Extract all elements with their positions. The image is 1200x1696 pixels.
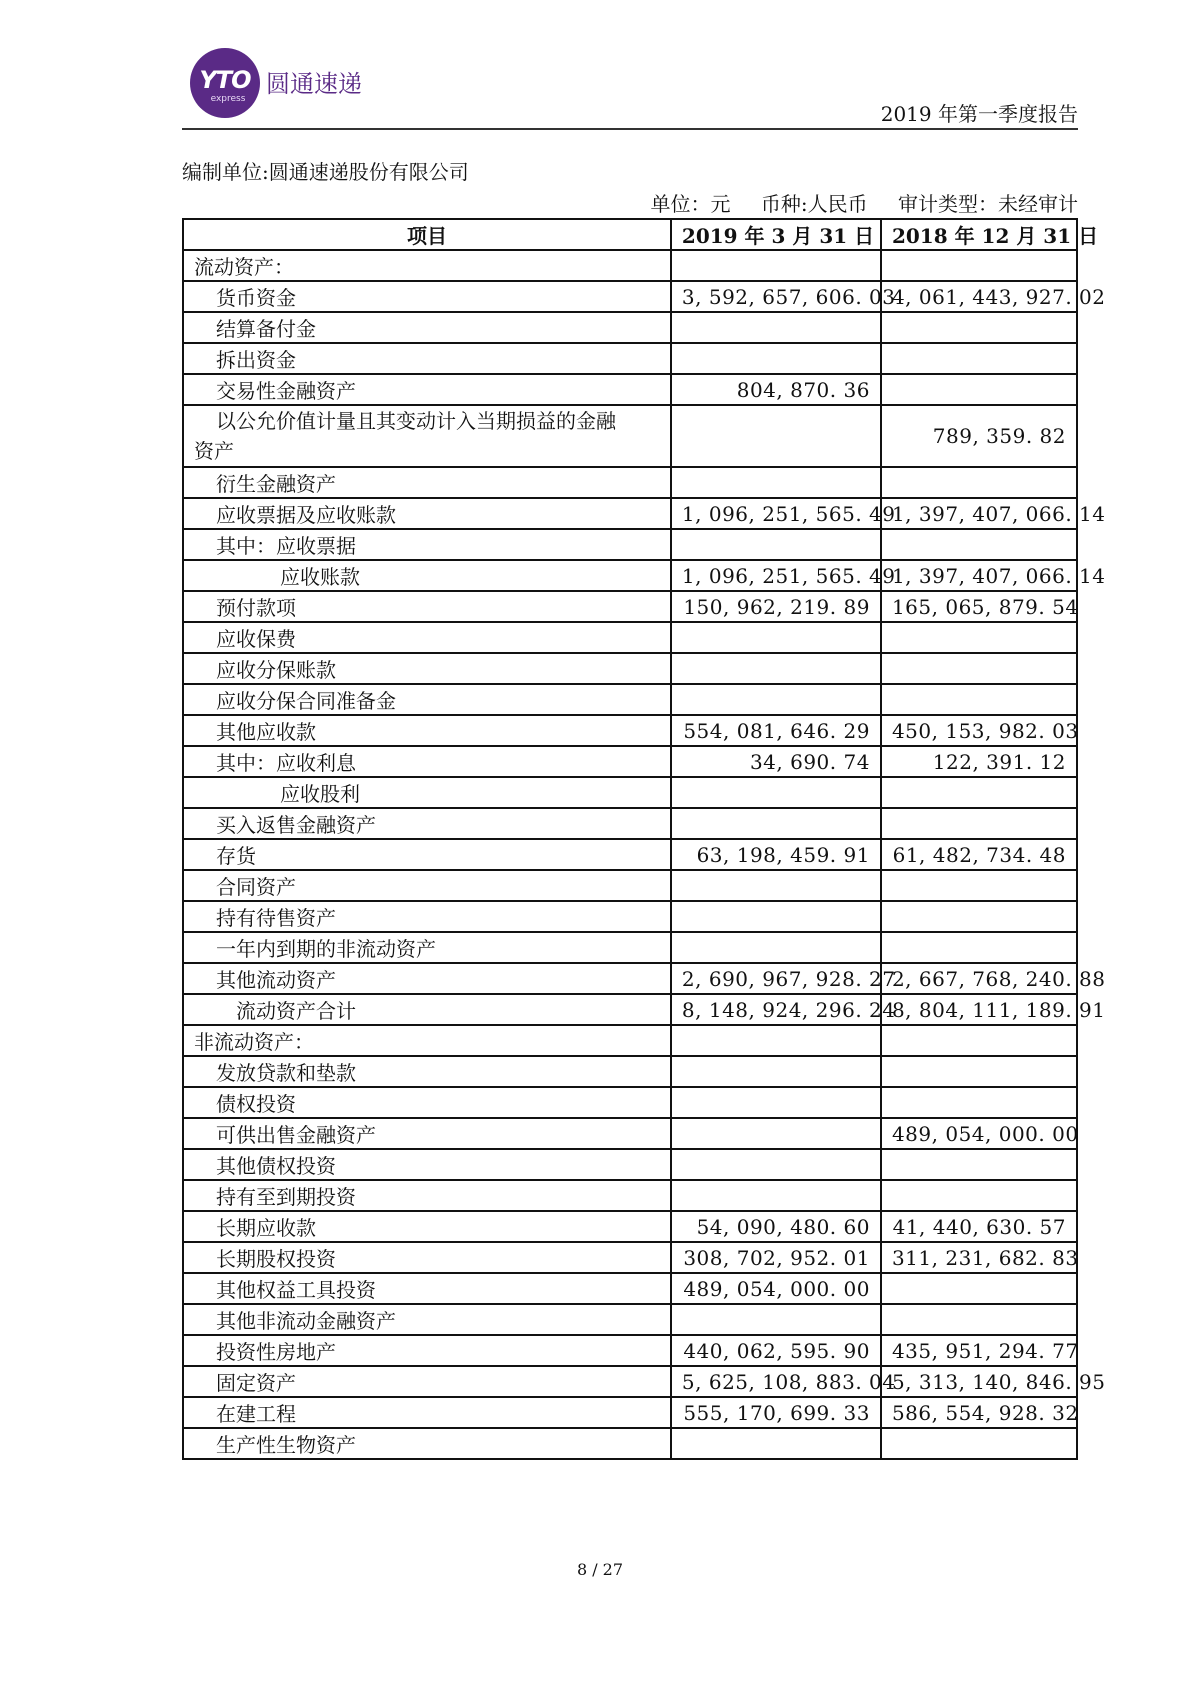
value-2019 [671, 467, 881, 498]
row-label: 应收分保账款 [183, 653, 671, 684]
row-label: 预付款项 [183, 591, 671, 622]
table-row [183, 1366, 1077, 1397]
row-label: 持有待售资产 [183, 901, 671, 932]
column-header-2018: 2018 年 12 月 31 日 [881, 219, 1077, 250]
value-2018: 489, 054, 000. 00 [881, 1118, 1077, 1149]
row-label: 应收分保合同准备金 [183, 684, 671, 715]
value-2019 [671, 1149, 881, 1180]
table-row [183, 1397, 1077, 1428]
value-2019 [671, 1304, 881, 1335]
value-2018 [881, 374, 1077, 405]
table-row [183, 374, 1077, 405]
row-label: 存货 [183, 839, 671, 870]
unit-line [627, 188, 1078, 217]
value-2019 [671, 808, 881, 839]
table-row [183, 932, 1077, 963]
row-label: 债权投资 [183, 1087, 671, 1118]
row-label: 交易性金融资产 [183, 374, 671, 405]
value-2018: 586, 554, 928. 32 [881, 1397, 1077, 1428]
value-2019 [671, 622, 881, 653]
row-label: 流动资产： [183, 250, 671, 281]
value-2018 [881, 777, 1077, 808]
value-2019: 2, 690, 967, 928. 27 [671, 963, 881, 994]
row-label: 生产性生物资产 [183, 1428, 671, 1459]
row-label: 应收票据及应收账款 [183, 498, 671, 529]
value-2018: 1, 397, 407, 066. 14 [881, 560, 1077, 591]
value-2018 [881, 1304, 1077, 1335]
value-2019 [671, 932, 881, 963]
table-row [183, 808, 1077, 839]
company-logo [190, 48, 490, 118]
row-label: 其他权益工具投资 [183, 1273, 671, 1304]
row-label: 应收股利 [183, 777, 671, 808]
table-row [183, 1211, 1077, 1242]
currency-label: 币种:人民币 [760, 192, 868, 216]
table-row [183, 1056, 1077, 1087]
row-label: 发放贷款和垫款 [183, 1056, 671, 1087]
value-2019: 34, 690. 74 [671, 746, 881, 777]
table-row [183, 1180, 1077, 1211]
table-row [183, 1242, 1077, 1273]
row-label: 持有至到期投资 [183, 1180, 671, 1211]
row-label: 拆出资金 [183, 343, 671, 374]
value-2018 [881, 312, 1077, 343]
row-label: 投资性房地产 [183, 1335, 671, 1366]
value-2018 [881, 467, 1077, 498]
row-label: 其他应收款 [183, 715, 671, 746]
value-2019: 554, 081, 646. 29 [671, 715, 881, 746]
row-label: 合同资产 [183, 870, 671, 901]
table-row [183, 467, 1077, 498]
value-2019: 308, 702, 952. 01 [671, 1242, 881, 1273]
table-row-subtotal [183, 994, 1077, 1025]
table-row [183, 560, 1077, 591]
value-2018 [881, 653, 1077, 684]
value-2018 [881, 808, 1077, 839]
table-row [183, 343, 1077, 374]
value-2018 [881, 622, 1077, 653]
report-title: 2019 年第一季度报告 [880, 102, 1078, 126]
value-2019: 5, 625, 108, 883. 04 [671, 1366, 881, 1397]
preparing-entity: 编制单位:圆通速递股份有限公司 [182, 160, 469, 184]
value-2019: 63, 198, 459. 91 [671, 839, 881, 870]
table-row [183, 746, 1077, 777]
row-label: 在建工程 [183, 1397, 671, 1428]
row-label: 非流动资产： [183, 1025, 671, 1056]
value-2018: 311, 231, 682. 83 [881, 1242, 1077, 1273]
table-row [183, 901, 1077, 932]
table-row [183, 653, 1077, 684]
value-2019 [671, 1118, 881, 1149]
value-2018: 435, 951, 294. 77 [881, 1335, 1077, 1366]
value-2019: 489, 054, 000. 00 [671, 1273, 881, 1304]
value-2019 [671, 777, 881, 808]
value-2019 [671, 343, 881, 374]
value-2018 [881, 1056, 1077, 1087]
table-row [183, 839, 1077, 870]
value-2018: 789, 359. 82 [881, 405, 1077, 467]
value-2019: 555, 170, 699. 33 [671, 1397, 881, 1428]
table-row [183, 1149, 1077, 1180]
table-row [183, 1335, 1077, 1366]
value-2018 [881, 901, 1077, 932]
row-label-multiline [183, 405, 671, 467]
table-header-row [183, 219, 1077, 250]
value-2018 [881, 1025, 1077, 1056]
table-row [183, 529, 1077, 560]
value-2018: 61, 482, 734. 48 [881, 839, 1077, 870]
table-row [183, 777, 1077, 808]
value-2018 [881, 870, 1077, 901]
value-2019 [671, 1180, 881, 1211]
table-row [183, 963, 1077, 994]
value-2018: 2, 667, 768, 240. 88 [881, 963, 1077, 994]
row-label: 流动资产合计 [183, 994, 671, 1025]
value-2018: 1, 397, 407, 066. 14 [881, 498, 1077, 529]
table-row [183, 312, 1077, 343]
value-2018: 4, 061, 443, 927. 02 [881, 281, 1077, 312]
value-2019: 1, 096, 251, 565. 49 [671, 560, 881, 591]
value-2018 [881, 1087, 1077, 1118]
value-2018: 450, 153, 982. 03 [881, 715, 1077, 746]
audit-type-label: 审计类型：未经审计 [898, 192, 1078, 216]
value-2019: 150, 962, 219. 89 [671, 591, 881, 622]
row-label: 应收保费 [183, 622, 671, 653]
row-label: 其中：应收利息 [183, 746, 671, 777]
value-2019: 804, 870. 36 [671, 374, 881, 405]
value-2019 [671, 901, 881, 932]
table-row [183, 591, 1077, 622]
value-2018: 8, 804, 111, 189. 91 [881, 994, 1077, 1025]
value-2019 [671, 312, 881, 343]
table-row [183, 1304, 1077, 1335]
row-label: 长期股权投资 [183, 1242, 671, 1273]
row-label: 应收账款 [183, 560, 671, 591]
value-2019 [671, 405, 881, 467]
value-2019 [671, 1056, 881, 1087]
value-2018 [881, 1149, 1077, 1180]
column-header-item: 项目 [183, 219, 671, 250]
value-2019 [671, 250, 881, 281]
table-row [183, 281, 1077, 312]
value-2018 [881, 250, 1077, 281]
value-2018 [881, 1180, 1077, 1211]
table-row [183, 498, 1077, 529]
value-2018 [881, 684, 1077, 715]
row-label-line1: 以公允价值计量且其变动计入当期损益的金融 [216, 409, 616, 433]
value-2018: 41, 440, 630. 57 [881, 1211, 1077, 1242]
value-2018: 122, 391. 12 [881, 746, 1077, 777]
value-2018 [881, 343, 1077, 374]
row-label-line2: 资产 [194, 439, 234, 463]
row-label: 货币资金 [183, 281, 671, 312]
table-row [183, 1273, 1077, 1304]
value-2019 [671, 1428, 881, 1459]
logo-mark-text: YTO [199, 66, 251, 94]
value-2019 [671, 1025, 881, 1056]
value-2018: 5, 313, 140, 846. 95 [881, 1366, 1077, 1397]
table-row [183, 622, 1077, 653]
row-label: 其他流动资产 [183, 963, 671, 994]
value-2019: 440, 062, 595. 90 [671, 1335, 881, 1366]
row-label: 其他债权投资 [183, 1149, 671, 1180]
row-label: 其中：应收票据 [183, 529, 671, 560]
balance-sheet-table [182, 218, 1106, 1460]
header-divider [182, 128, 1078, 130]
table-row [183, 405, 1077, 467]
value-2019 [671, 684, 881, 715]
value-2019: 3, 592, 657, 606. 03 [671, 281, 881, 312]
row-label: 可供出售金融资产 [183, 1118, 671, 1149]
table-row [183, 1087, 1077, 1118]
logo-sub-text: express [210, 94, 246, 104]
value-2018 [881, 1428, 1077, 1459]
page-number: 8 / 27 [576, 1560, 624, 1579]
value-2018 [881, 529, 1077, 560]
logo-company-name: 圆通速递 [266, 70, 362, 98]
table-row [183, 1428, 1077, 1459]
value-2019: 1, 096, 251, 565. 49 [671, 498, 881, 529]
value-2019: 8, 148, 924, 296. 24 [671, 994, 881, 1025]
row-label: 买入返售金融资产 [183, 808, 671, 839]
table-row [183, 715, 1077, 746]
table-row [183, 870, 1077, 901]
table-row [183, 684, 1077, 715]
value-2019: 54, 090, 480. 60 [671, 1211, 881, 1242]
row-label: 结算备付金 [183, 312, 671, 343]
value-2019 [671, 653, 881, 684]
row-label: 固定资产 [183, 1366, 671, 1397]
value-2019 [671, 1087, 881, 1118]
unit-label: 单位：元 [650, 192, 731, 216]
row-label: 长期应收款 [183, 1211, 671, 1242]
row-label: 衍生金融资产 [183, 467, 671, 498]
value-2019 [671, 870, 881, 901]
value-2018 [881, 932, 1077, 963]
row-label: 一年内到期的非流动资产 [183, 932, 671, 963]
value-2018: 165, 065, 879. 54 [881, 591, 1077, 622]
value-2018 [881, 1273, 1077, 1304]
table-row [183, 1118, 1077, 1149]
table-row [183, 1025, 1077, 1056]
value-2019 [671, 529, 881, 560]
row-label: 其他非流动金融资产 [183, 1304, 671, 1335]
column-header-2019: 2019 年 3 月 31 日 [671, 219, 881, 250]
table-row [183, 250, 1077, 281]
